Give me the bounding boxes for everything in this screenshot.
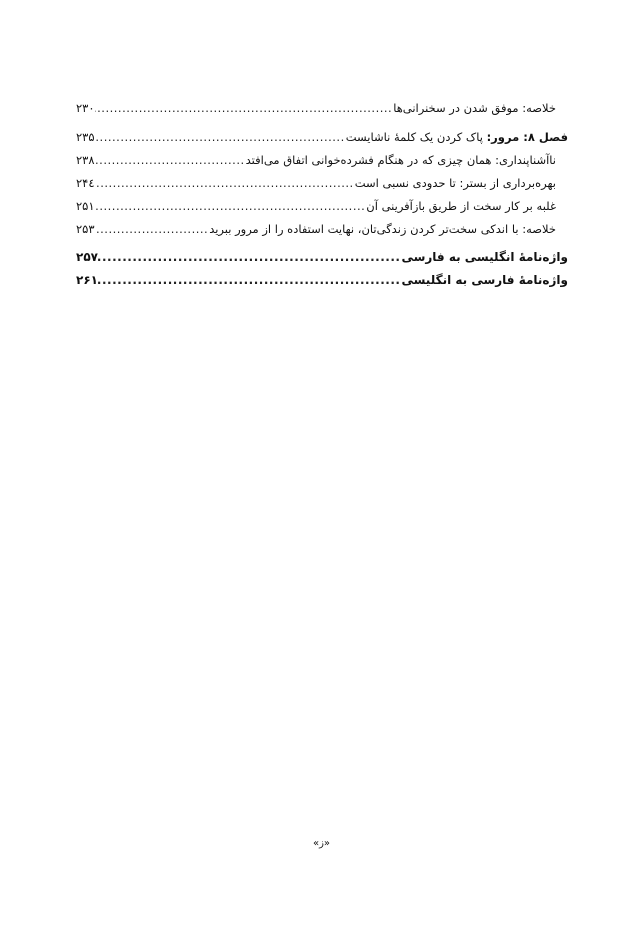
toc-entry-page: ۲۳۰ <box>76 101 95 115</box>
toc-entry-page: ۲۳۵ <box>76 130 95 144</box>
toc-entry-title: بهره‌برداری از بستر: تا حدودی نسبی است <box>354 176 556 190</box>
toc-leader-dots <box>95 100 394 117</box>
toc-entry-title: ناآشناپنداری: همان چیزی که در هنگام فشرده‌خوانی اتفاق می‌افتد <box>245 153 556 167</box>
toc-entry[interactable] <box>76 198 568 215</box>
table-of-contents <box>76 100 568 289</box>
chapter-label: فصل ۸: مرور: <box>486 130 568 144</box>
toc-glossary-entry[interactable] <box>76 249 568 266</box>
toc-entry[interactable] <box>76 175 568 192</box>
chapter-title: پاک کردن یک کلمهٔ ناشایست <box>345 130 487 144</box>
toc-entry[interactable] <box>76 221 568 238</box>
page-number: «ز» <box>312 838 331 849</box>
toc-leader-dots <box>95 198 367 215</box>
toc-entry-title: خلاصه: با اندکی سخت‌تر کردن زندگی‌تان، نهایت استفاده را از مرور ببرید <box>209 222 556 236</box>
toc-leader-dots <box>95 175 355 192</box>
toc-entry-page: ۲۵۳ <box>76 222 95 236</box>
toc-entry-title: واژه‌نامهٔ فارسی به انگلیسی <box>401 273 568 287</box>
toc-leader-dots <box>98 249 401 266</box>
toc-glossary-entry[interactable] <box>76 272 568 289</box>
toc-entry-page: ۲۳۸ <box>76 153 95 167</box>
toc-entry-title: واژه‌نامهٔ انگلیسی به فارسی <box>401 250 568 264</box>
toc-leader-dots <box>95 152 246 169</box>
toc-leader-dots <box>95 129 346 146</box>
toc-entry-page: ۲۵۷ <box>76 250 98 264</box>
toc-entry-page: ۲۶۱ <box>76 273 98 287</box>
toc-entry-title: غلبه بر کار سخت از طریق بازآفرینی آن <box>366 199 556 213</box>
toc-entry-title: خلاصه: موفق شدن در سخنرانی‌ها <box>393 101 556 115</box>
toc-entry-title <box>346 129 568 146</box>
toc-chapter-entry[interactable] <box>76 129 568 146</box>
toc-entry[interactable] <box>76 152 568 169</box>
toc-entry-page: ۲۴٤ <box>76 176 95 190</box>
toc-entry[interactable] <box>76 100 568 117</box>
toc-entry-page: ۲۵۱ <box>76 199 95 213</box>
toc-leader-dots <box>98 272 401 289</box>
toc-leader-dots <box>95 221 210 238</box>
